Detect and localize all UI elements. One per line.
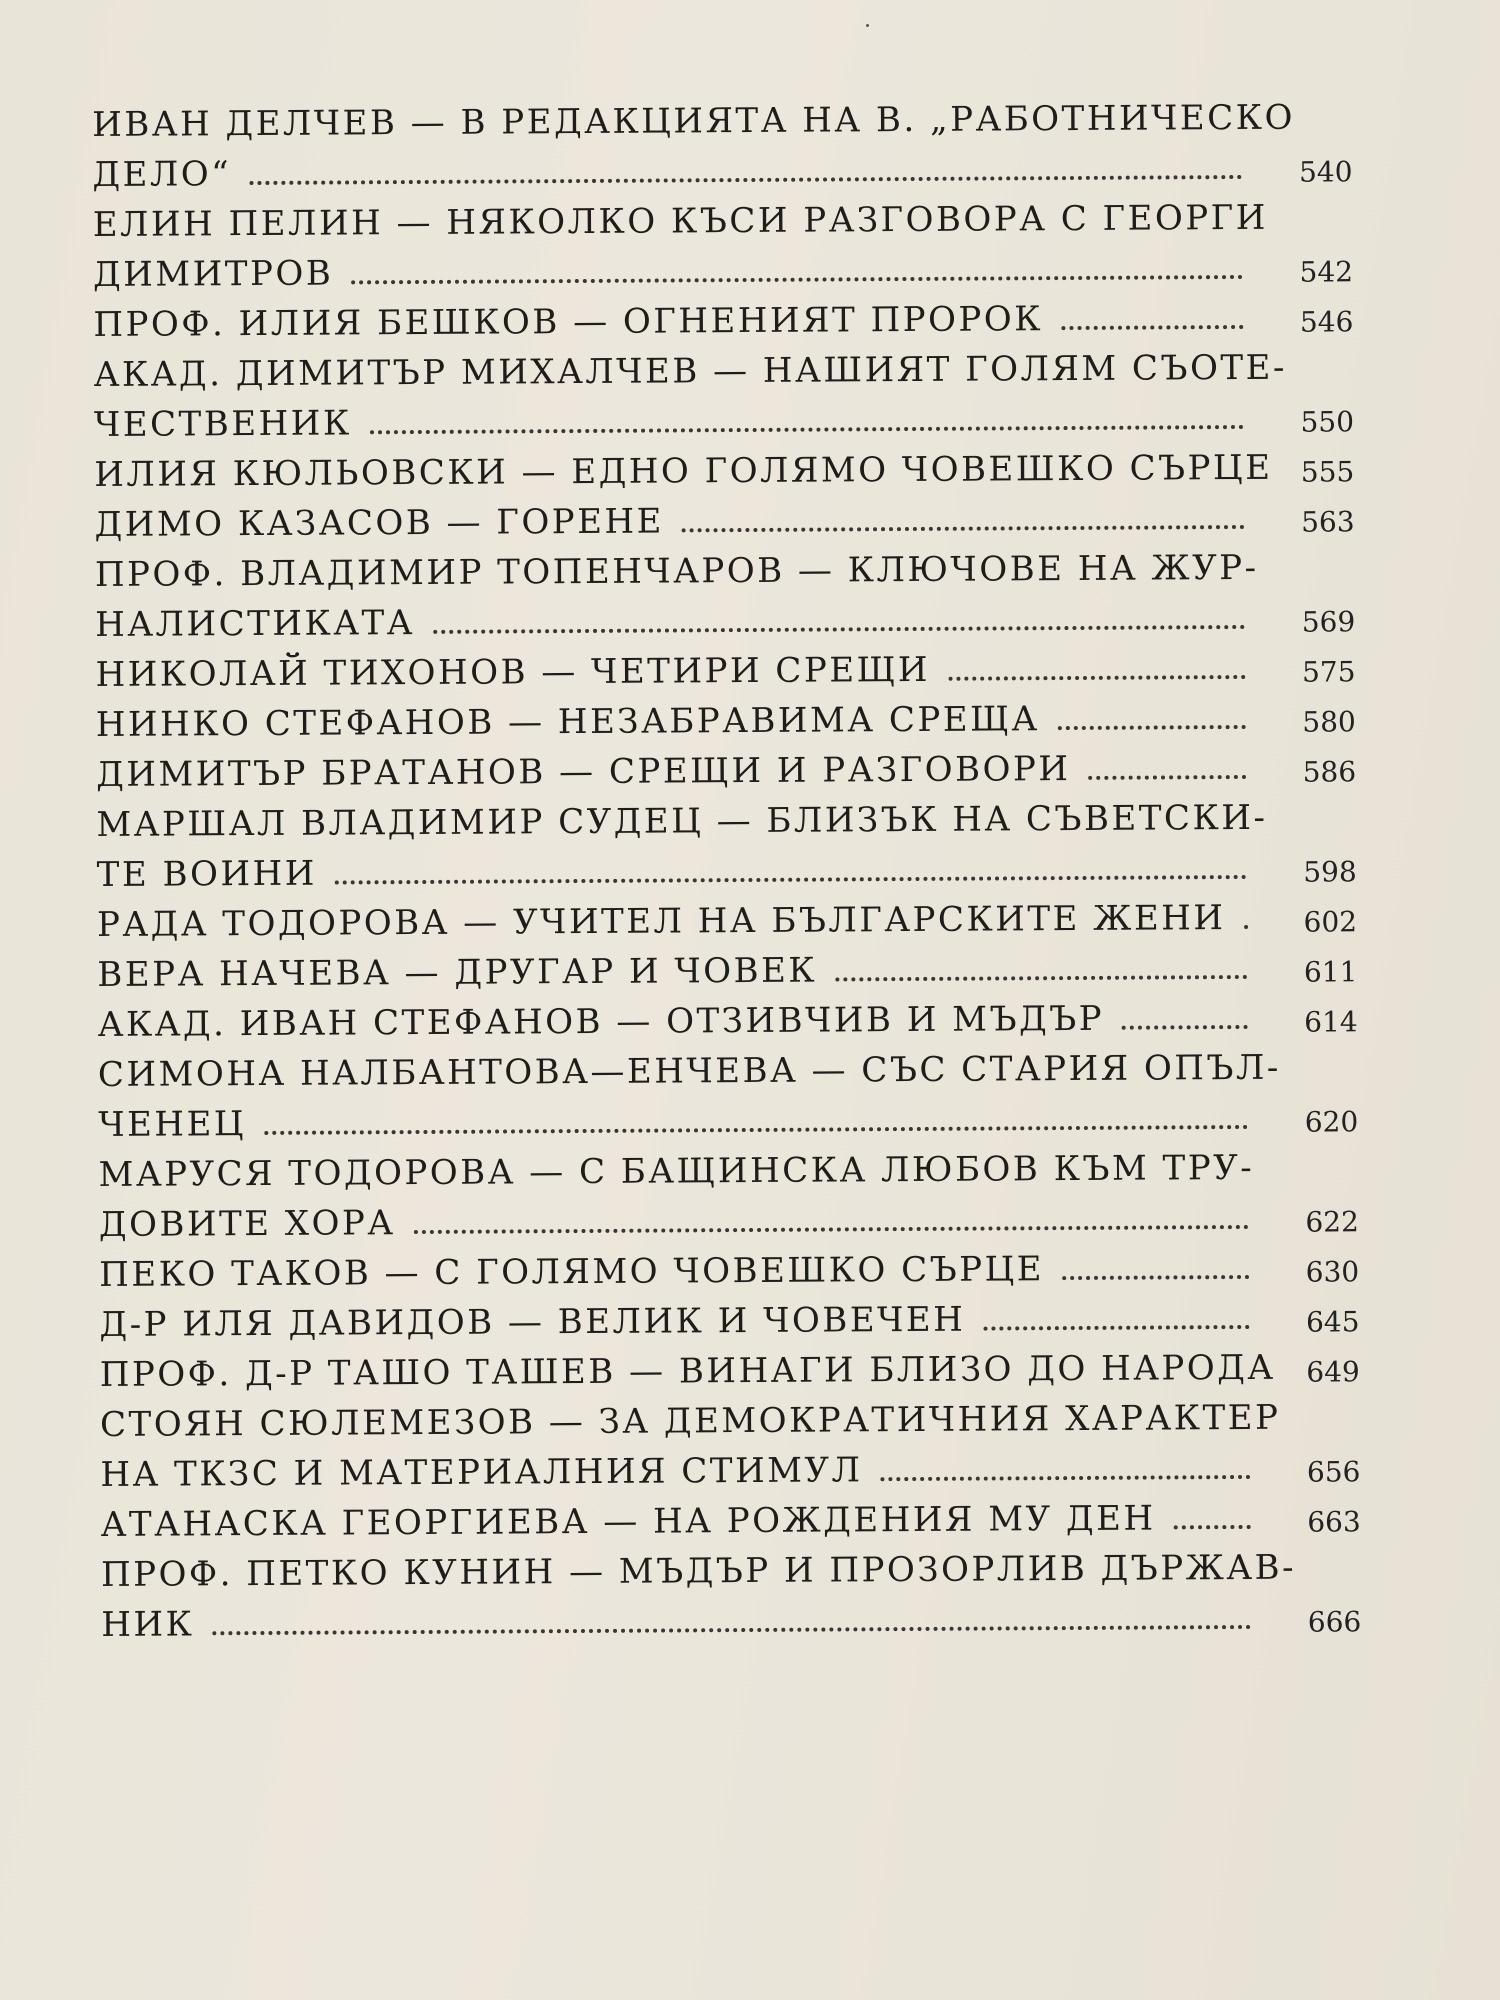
entry-title-line <box>99 1343 1276 1400</box>
toc-entry <box>96 792 1357 900</box>
entry-text: ИЛИЯ КЮЛЬОВСКИ — ЕДНО ГОЛЯМО ЧОВЕШКО СЪРЦЕ <box>94 447 1273 495</box>
toc-entry <box>96 742 1356 800</box>
entry-text: НИНКО СТЕФАНОВ — НЕЗАБРАВИМА СРЕЩА <box>95 699 1040 745</box>
entry-text: ДИМО КАЗАСОВ — ГОРЕНЕ <box>94 501 665 545</box>
page-number: 563 <box>1301 505 1355 539</box>
entry-text: ИВАН ДЕЛЧЕВ — В РЕДАКЦИЯТА НА В. „РАБОТНИЧЕСКО <box>92 97 1296 145</box>
entry-title-line <box>92 93 1296 150</box>
page-number: 611 <box>1303 955 1358 989</box>
dot-leader <box>335 865 1247 885</box>
entry-title-continuation <box>100 1443 1260 1500</box>
entry-text: ПРОФ. ПЕТКО КУНИН — МЪДЪР И ПРОЗОРЛИВ ДЪРЖАВ- <box>100 1547 1297 1595</box>
toc-entry <box>94 492 1354 550</box>
entry-title-continuation <box>97 843 1257 900</box>
entry-text: НИК <box>101 1604 195 1645</box>
dot-leader <box>682 515 1245 532</box>
entry-title-continuation <box>98 1093 1258 1150</box>
page-number: 575 <box>1301 655 1356 689</box>
toc-entry <box>98 1042 1359 1150</box>
toc-entry <box>99 1242 1359 1300</box>
toc-entry <box>93 192 1354 300</box>
entry-text: ДИМИТЪР БРАТАНОВ — СРЕЩИ И РАЗГОВОРИ <box>96 749 1071 795</box>
toc-entry <box>101 1492 1361 1550</box>
entry-title-line <box>98 1143 1258 1200</box>
entry-text: НИКОЛАЙ ТИХОНОВ — ЧЕТИРИ СРЕЩИ <box>95 649 931 695</box>
dot-leader <box>948 665 1245 681</box>
entry-text: АКАД. ДИМИТЪР МИХАЛЧЕВ — НАШИЯТ ГОЛЯМ СЪОТЕ- <box>93 347 1287 395</box>
page-number: 622 <box>1305 1205 1359 1239</box>
dot-leader <box>1174 1515 1251 1529</box>
toc-entry <box>95 542 1356 650</box>
page-number: 602 <box>1303 905 1358 939</box>
toc-entry <box>94 342 1355 450</box>
entry-title-line <box>95 643 1255 700</box>
entry-title-line <box>97 993 1257 1050</box>
dot-leader <box>1088 765 1246 780</box>
entry-text: СИМОНА НАЛБАНТОВА—ЕНЧЕВА — СЪС СТАРИЯ ОПЪЛ- <box>97 1047 1281 1095</box>
dot-leader <box>1062 1265 1249 1280</box>
page-number: 614 <box>1304 1005 1358 1039</box>
toc-entry <box>100 1342 1360 1400</box>
entry-text: ЧЕНЕЦ <box>98 1104 247 1145</box>
entry-title-continuation <box>92 143 1252 200</box>
page-number: 555 <box>1300 455 1355 489</box>
entry-text: ПРОФ. ВЛАДИМИР ТОПЕНЧАРОВ — КЛЮЧОВЕ НА ЖУР- <box>94 547 1259 595</box>
entry-title-line <box>96 793 1268 850</box>
dot-leader <box>1122 1015 1248 1030</box>
entry-text: ЧЕСТВЕНИК <box>93 403 352 445</box>
dot-leader <box>835 965 1247 982</box>
dot-leader <box>212 1615 1251 1635</box>
dot-leader <box>351 265 1243 284</box>
entry-text: ТЕ ВОИНИ <box>96 853 317 895</box>
dot-leader <box>1058 715 1246 730</box>
entry-text: ПЕКО ТАКОВ — С ГОЛЯМО ЧОВЕШКО СЪРЦЕ <box>99 1249 1045 1295</box>
entry-title-line <box>99 1393 1281 1450</box>
page-number: 645 <box>1305 1305 1360 1339</box>
entry-text: АТАНАСКА ГЕОРГИЕВА — НА РОЖДЕНИЯ МУ ДЕН <box>100 1498 1156 1545</box>
entry-title-line <box>99 1243 1259 1300</box>
entry-text: ДОВИТЕ ХОРА <box>98 1203 396 1245</box>
entry-text: ДЕЛО“ <box>92 154 232 195</box>
entry-text: ЕЛИН ПЕЛИН — НЯКОЛКО КЪСИ РАЗГОВОРА С ГЕОРГИ <box>92 197 1268 245</box>
dot-leader <box>414 1215 1249 1234</box>
dot-leader <box>1061 315 1243 330</box>
entry-title-line <box>97 893 1257 950</box>
entry-title-line <box>97 1043 1281 1100</box>
page-number: 546 <box>1299 305 1354 339</box>
toc-entry <box>99 1292 1359 1350</box>
entry-title-line <box>100 1543 1297 1600</box>
entry-text: СТОЯН СЮЛЕМЕЗОВ — ЗА ДЕМОКРАТИЧНИЯ ХАРАКТЕР <box>99 1397 1281 1445</box>
entry-text: МАРУСЯ ТОДОРОВА — С БАЩИНСКА ЛЮБОВ КЪМ ТРУ- <box>98 1147 1255 1195</box>
page-number: 569 <box>1301 605 1356 639</box>
page-number: 540 <box>1298 155 1353 189</box>
page-number: 630 <box>1305 1255 1360 1289</box>
entry-title-line <box>97 943 1257 1000</box>
dot-leader <box>983 1315 1249 1331</box>
entry-text: Д-Р ИЛЯ ДАВИДОВ — ВЕЛИК И ЧОВЕЧЕН <box>99 1299 966 1345</box>
toc-entry <box>97 992 1357 1050</box>
entry-text: ПРОФ. Д-Р ТАШО ТАШЕВ — ВИНАГИ БЛИЗО ДО НАРОДА <box>99 1347 1276 1395</box>
entry-text: НАЛИСТИКАТА <box>95 603 416 645</box>
toc-entry <box>101 1542 1362 1650</box>
entry-title-continuation <box>95 593 1255 650</box>
table-of-contents <box>92 92 1361 1650</box>
toc-entry <box>100 1392 1361 1500</box>
entry-title-line <box>94 543 1259 600</box>
toc-entry <box>95 642 1355 700</box>
entry-title-line <box>99 1293 1259 1350</box>
toc-entry <box>92 92 1353 200</box>
entry-text: ДИМИТРОВ <box>92 253 334 295</box>
entry-text: АКАД. ИВАН СТЕФАНОВ — ОТЗИВЧИВ И МЪДЪР <box>97 998 1105 1045</box>
page-number: 550 <box>1300 405 1355 439</box>
dot-leader <box>1243 915 1246 929</box>
page-number: 542 <box>1299 255 1354 289</box>
entry-title-continuation <box>94 393 1254 450</box>
dot-leader <box>433 615 1245 634</box>
entry-text: ВЕРА НАЧЕВА — ДРУГАР И ЧОВЕК <box>97 950 818 995</box>
page-number: 656 <box>1306 1455 1361 1489</box>
entry-text: МАРШАЛ ВЛАДИМИР СУДЕЦ — БЛИЗЪК НА СЪВЕТСКИ- <box>96 797 1268 845</box>
page-number: 580 <box>1302 705 1356 739</box>
entry-title-line <box>96 743 1256 800</box>
dot-leader <box>249 165 1242 185</box>
toc-entry <box>93 292 1353 350</box>
entry-title-continuation <box>99 1193 1259 1250</box>
entry-title-line <box>92 193 1268 250</box>
entry-title-continuation <box>101 1593 1261 1650</box>
page-number: 586 <box>1302 755 1357 789</box>
dot-leader <box>264 1115 1248 1135</box>
page-number: 598 <box>1303 855 1357 889</box>
page-number: 666 <box>1307 1605 1362 1639</box>
page-number: 649 <box>1306 1355 1360 1389</box>
page-number: 663 <box>1307 1505 1361 1539</box>
entry-text: НА ТКЗС И МАТЕРИАЛНИЯ СТИМУЛ <box>100 1450 863 1495</box>
page-number: 620 <box>1304 1105 1359 1139</box>
toc-entry <box>97 942 1357 1000</box>
entry-title-line <box>93 293 1253 350</box>
entry-title-continuation <box>93 243 1253 300</box>
entry-title-line <box>93 343 1287 400</box>
entry-title-line <box>96 693 1256 750</box>
toc-entry <box>94 442 1354 500</box>
dot-leader <box>880 1465 1250 1481</box>
dot-leader <box>370 415 1244 434</box>
entry-title-line <box>94 493 1254 550</box>
paper-speck <box>866 24 869 27</box>
entry-title-line <box>101 1493 1261 1550</box>
entry-text: РАДА ТОДОРОВА — УЧИТЕЛ НА БЪЛГАРСКИТЕ ЖЕНИ <box>96 898 1226 945</box>
toc-entry <box>97 892 1357 950</box>
entry-title-line <box>94 443 1273 500</box>
entry-text: ПРОФ. ИЛИЯ БЕШКОВ — ОГНЕНИЯТ ПРОРОК <box>93 299 1044 345</box>
toc-entry <box>98 1142 1359 1250</box>
toc-entry <box>96 692 1356 750</box>
